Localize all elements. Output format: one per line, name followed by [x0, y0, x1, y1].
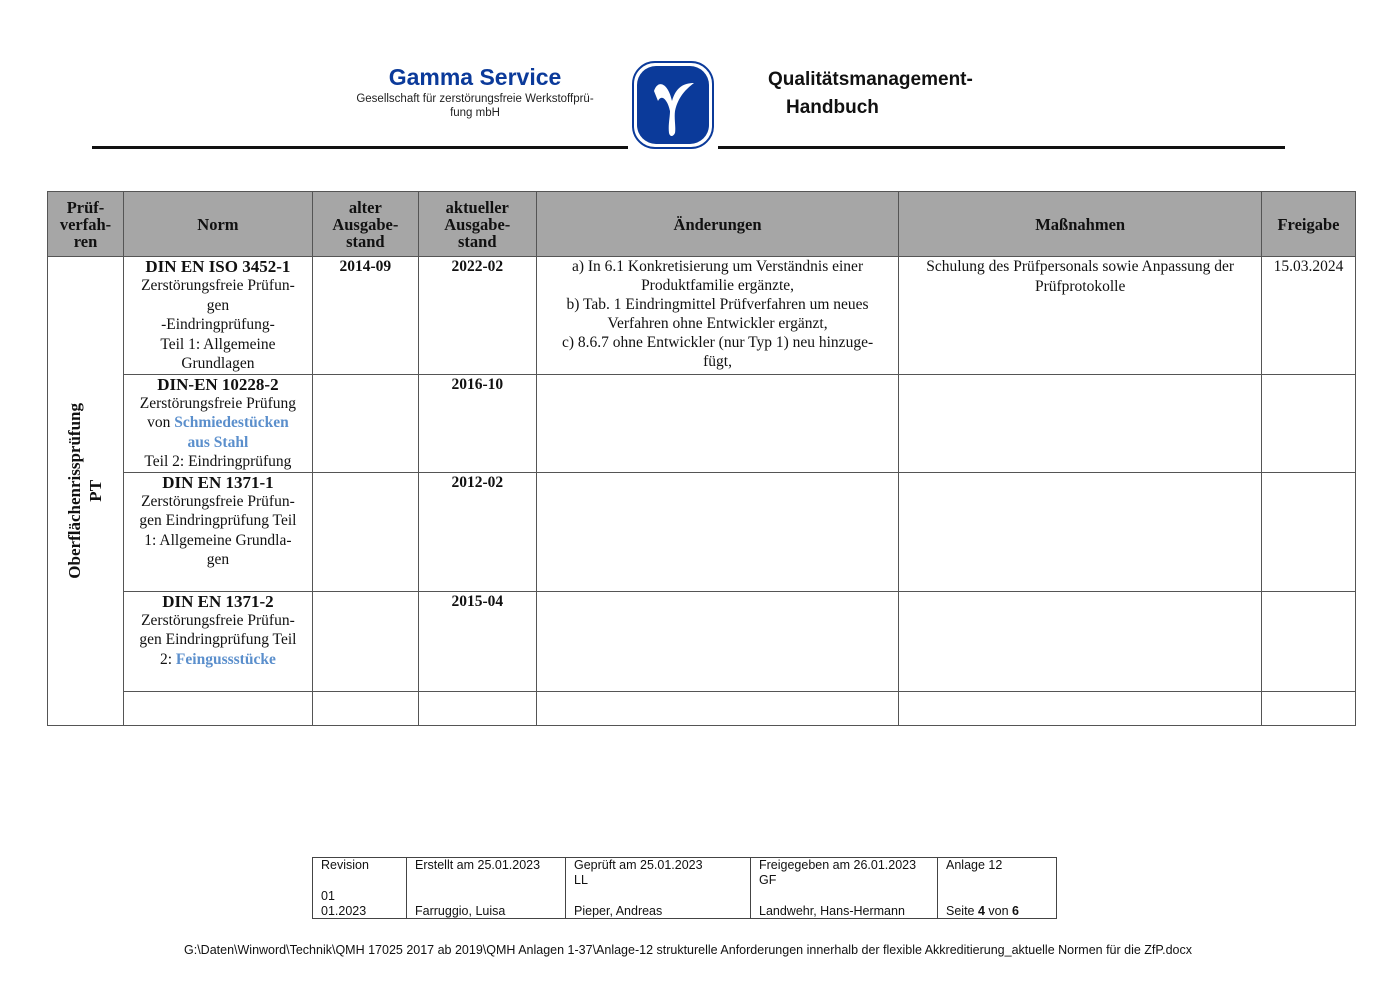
header-text: stand [346, 231, 385, 251]
norm-desc-line: gen [206, 551, 230, 568]
group-label-cell [48, 257, 124, 726]
aenderungen-cell [536, 472, 899, 591]
norm-desc-line: -Eindringprüfung- [161, 316, 275, 333]
header-text: verfah- [59, 214, 112, 234]
aenderung-line: b) Tab. 1 Eindringmittel Prüfverfahren um neues [566, 296, 869, 313]
company-subtitle-line1: Gesellschaft für zerstörungsfreie Werkstoffprü- [356, 93, 594, 105]
geprueft-name: Pieper, Andreas [574, 903, 663, 918]
page-total: 6 [1012, 903, 1019, 918]
norm-desc-line: Grundlagen [181, 355, 255, 372]
header-aktueller-ausgabestand [418, 192, 536, 257]
massnahme-line: Schulung des Prüfpersonals sowie Anpassung der [926, 258, 1235, 275]
freigabe-date [1261, 472, 1355, 591]
norms-table [47, 191, 1356, 726]
page-label: Seite [946, 903, 978, 918]
header-rule-left [92, 146, 628, 149]
geprueft-cell [566, 858, 751, 919]
header-alter-ausgabestand [312, 192, 418, 257]
norm-cell [123, 472, 312, 591]
norm-desc-line: gen Eindringprüfung Teil [139, 512, 297, 529]
header-freigabe: Freigabe [1261, 192, 1355, 257]
norm-id: DIN EN 1371-1 [162, 472, 274, 492]
company-block [330, 64, 620, 120]
norm-highlight: aus Stahl [187, 433, 249, 451]
revision-footer-table [312, 857, 1057, 919]
erstellt-date: Erstellt am 25.01.2023 [415, 858, 541, 872]
freigabe-date [1261, 374, 1355, 472]
table-row [48, 257, 1356, 375]
aenderung-line: a) In 6.1 Konkretisierung um Verständnis einer [571, 258, 864, 275]
norm-desc-line [128, 650, 308, 670]
aenderungen-cell [536, 591, 899, 691]
revision-label: Revision [321, 858, 369, 872]
erstellt-name: Farruggio, Luisa [415, 903, 506, 918]
page-of: von [984, 903, 1013, 918]
header-text: aktueller [445, 197, 509, 217]
massnahmen-cell [899, 472, 1262, 591]
empty-cell [899, 691, 1262, 725]
table-header-row [48, 192, 1356, 257]
table-row [48, 374, 1356, 472]
geprueft-initials: LL [574, 872, 588, 887]
revision-date: 01.2023 [321, 903, 367, 918]
table-row [48, 472, 1356, 591]
norm-desc-line: gen Eindringprüfung Teil [139, 631, 297, 648]
header-text: Prüf- [66, 197, 105, 217]
massnahmen-cell [899, 591, 1262, 691]
freigegeben-initials: GF [759, 872, 777, 887]
norm-desc-line: Zerstörungsfreie Prüfun- [141, 277, 295, 294]
norm-desc-line [128, 413, 308, 433]
alter-ausgabestand: 2014-09 [312, 257, 418, 375]
gamma-logo-icon [632, 61, 714, 149]
page-number [946, 904, 1048, 919]
norm-desc-line: Teil 2: Eindringprüfung [144, 453, 292, 470]
alter-ausgabestand [312, 472, 418, 591]
header-text: stand [458, 231, 497, 251]
header-text: Ausgabe- [332, 214, 399, 234]
company-subtitle [330, 92, 620, 120]
table-row [48, 591, 1356, 691]
norm-desc-line: Zerstörungsfreie Prüfun- [141, 611, 295, 629]
norm-id: DIN EN 1371-2 [162, 591, 274, 611]
norm-desc-text: von [147, 414, 175, 431]
aenderung-line: Produktfamilie ergänzte, [641, 277, 795, 294]
aenderung-line: c) 8.6.7 ohne Entwickler (nur Typ 1) neu hinzuge- [561, 334, 874, 351]
empty-cell [123, 691, 312, 725]
aktueller-ausgabestand: 2015-04 [418, 591, 536, 691]
norm-highlight: Schmiedestücken [174, 414, 289, 431]
norm-desc-line: Zerstörungsfreie Prüfun- [141, 492, 295, 510]
handbook-title-line1: Qualitätsmanagement- [768, 69, 973, 90]
group-label-line1: Oberflächenrissprüfung [65, 402, 85, 579]
company-subtitle-line2: fung mbH [450, 107, 500, 119]
norm-id: DIN EN ISO 3452-1 [145, 257, 291, 276]
header-text: Ausgabe- [444, 214, 511, 234]
norm-desc-line: Zerstörungsfreie Prüfung [139, 394, 297, 412]
aenderungen-cell [536, 257, 899, 375]
empty-cell [1261, 691, 1355, 725]
aenderung-line: Verfahren ohne Entwickler ergänzt, [607, 315, 828, 332]
anlage-label: Anlage 12 [946, 858, 1003, 872]
geprueft-date: Geprüft am 25.01.2023 [574, 858, 703, 872]
norm-desc-line: gen [206, 296, 230, 314]
massnahmen-cell [899, 257, 1262, 375]
massnahme-line: Prüfprotokolle [1034, 277, 1126, 295]
freigabe-date [1261, 591, 1355, 691]
header-pruefverfahren [48, 192, 124, 257]
norm-cell [123, 374, 312, 472]
norm-desc-line: 1: Allgemeine Grundla- [144, 531, 292, 549]
table-row-empty [48, 691, 1356, 725]
empty-cell [536, 691, 899, 725]
group-label-line2: PT [86, 479, 106, 502]
header-text: ren [73, 231, 98, 251]
group-label [64, 403, 106, 579]
aenderung-line: fügt, [703, 353, 732, 370]
norm-id: DIN-EN 10228-2 [157, 374, 279, 394]
header-massnahmen: Maßnahmen [899, 192, 1262, 257]
freigegeben-date: Freigegeben am 26.01.2023 [759, 858, 917, 872]
anlage-cell [938, 858, 1057, 919]
massnahmen-cell [899, 374, 1262, 472]
empty-cell [312, 691, 418, 725]
header-aenderungen: Änderungen [536, 192, 899, 257]
revision-cell [313, 858, 407, 919]
file-path: G:\Daten\Winword\Technik\QMH 17025 2017 ab 2019\QMH Anlagen 1-37\Anlage-12 strukturelle Anforderungen innerhalb der flexible Akkreditierung_aktuelle Normen für die ZfP.docx [184, 943, 1192, 957]
aenderungen-cell [536, 374, 899, 472]
empty-cell [418, 691, 536, 725]
norm-cell [123, 257, 312, 375]
handbook-title [768, 66, 973, 122]
header-text: alter [348, 197, 382, 217]
norm-desc-line: Teil 1: Allgemeine [160, 335, 276, 353]
page-current: 4 [977, 903, 985, 918]
erstellt-cell [407, 858, 566, 919]
freigegeben-name: Landwehr, Hans-Hermann [759, 903, 905, 918]
handbook-title-line2: Handbuch [786, 97, 879, 118]
company-name: Gamma Service [388, 64, 562, 90]
header-norm: Norm [123, 192, 312, 257]
header-rule-right [718, 146, 1285, 149]
freigegeben-cell [751, 858, 938, 919]
norm-highlight: Feingussstücke [175, 650, 276, 668]
alter-ausgabestand [312, 374, 418, 472]
aktueller-ausgabestand: 2022-02 [418, 257, 536, 375]
revision-number: 01 [321, 889, 335, 903]
freigabe-date: 15.03.2024 [1261, 257, 1355, 375]
norm-desc-text: 2: [159, 650, 176, 668]
aktueller-ausgabestand: 2012-02 [418, 472, 536, 591]
aktueller-ausgabestand: 2016-10 [418, 374, 536, 472]
norm-cell [123, 591, 312, 691]
alter-ausgabestand [312, 591, 418, 691]
